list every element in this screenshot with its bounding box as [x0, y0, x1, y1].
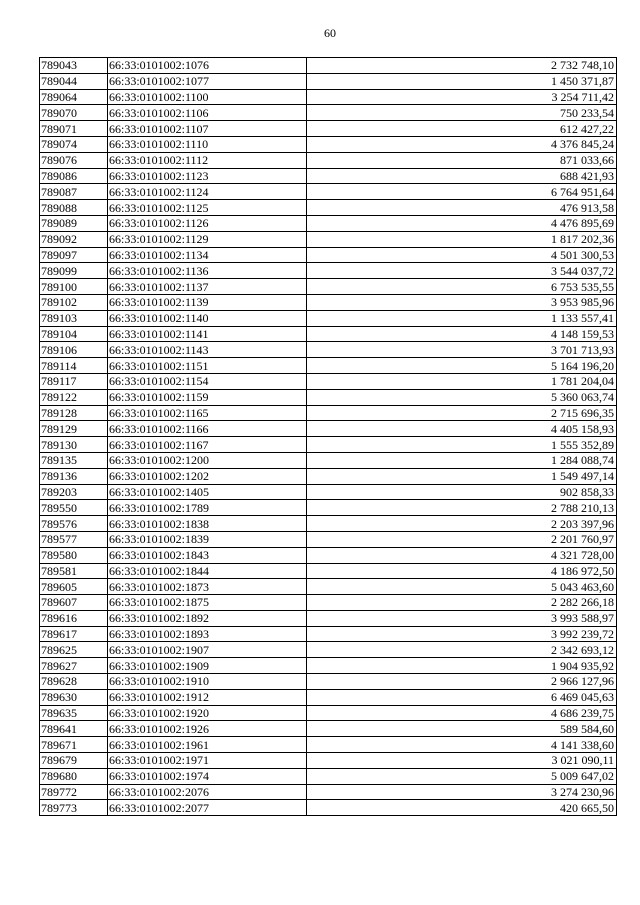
table-body	[40, 58, 617, 816]
table-row	[40, 215, 617, 231]
table-row	[40, 452, 617, 468]
cadastral-number-cell: 66:33:0101002:1873	[108, 579, 307, 595]
cadastral-value-cell: 612 427,22	[307, 121, 617, 137]
cadastral-number-cell: 66:33:0101002:1139	[108, 294, 307, 310]
table-row	[40, 326, 617, 342]
object-id-cell: 789074	[40, 136, 108, 152]
cadastral-value-cell: 871 033,66	[307, 152, 617, 168]
cadastral-value-cell: 3 992 239,72	[307, 626, 617, 642]
cadastral-value-cell: 1 817 202,36	[307, 231, 617, 247]
table-row	[40, 689, 617, 705]
object-id-cell: 789128	[40, 405, 108, 421]
cadastral-number-cell: 66:33:0101002:1875	[108, 595, 307, 611]
cadastral-number-cell: 66:33:0101002:1106	[108, 105, 307, 121]
cadastral-value-cell: 5 009 647,02	[307, 768, 617, 784]
table-row	[40, 73, 617, 89]
cadastral-value-cell: 4 686 239,75	[307, 705, 617, 721]
cadastral-value-cell: 1 450 371,87	[307, 73, 617, 89]
table-row	[40, 674, 617, 690]
object-id-cell: 789097	[40, 247, 108, 263]
cadastral-value-cell: 4 321 728,00	[307, 547, 617, 563]
cadastral-number-cell: 66:33:0101002:1961	[108, 737, 307, 753]
cadastral-value-cell: 5 360 063,74	[307, 389, 617, 405]
object-id-cell: 789086	[40, 168, 108, 184]
object-id-cell: 789607	[40, 595, 108, 611]
object-id-cell: 789092	[40, 231, 108, 247]
cadastral-number-cell: 66:33:0101002:1154	[108, 373, 307, 389]
cadastral-number-cell: 66:33:0101002:1910	[108, 674, 307, 690]
table-row	[40, 768, 617, 784]
cadastral-value-cell: 5 043 463,60	[307, 579, 617, 595]
cadastral-value-cell: 3 021 090,11	[307, 753, 617, 769]
cadastral-value-cell: 5 164 196,20	[307, 358, 617, 374]
cadastral-value-cell: 1 284 088,74	[307, 452, 617, 468]
table-row	[40, 263, 617, 279]
cadastral-number-cell: 66:33:0101002:2076	[108, 784, 307, 800]
table-row	[40, 642, 617, 658]
table-row	[40, 184, 617, 200]
cadastral-value-cell: 6 469 045,63	[307, 689, 617, 705]
cadastral-value-cell: 4 501 300,53	[307, 247, 617, 263]
cadastral-value-cell: 1 555 352,89	[307, 437, 617, 453]
table-row	[40, 389, 617, 405]
table-row	[40, 231, 617, 247]
cadastral-value-cell: 2 282 266,18	[307, 595, 617, 611]
table-row	[40, 279, 617, 295]
cadastral-number-cell: 66:33:0101002:1838	[108, 516, 307, 532]
cadastral-value-cell: 3 254 711,42	[307, 89, 617, 105]
object-id-cell: 789122	[40, 389, 108, 405]
object-id-cell: 789099	[40, 263, 108, 279]
object-id-cell: 789130	[40, 437, 108, 453]
object-id-cell: 789089	[40, 215, 108, 231]
table-row	[40, 136, 617, 152]
cadastral-number-cell: 66:33:0101002:1909	[108, 658, 307, 674]
cadastral-number-cell: 66:33:0101002:1134	[108, 247, 307, 263]
cadastral-value-cell: 1 781 204,04	[307, 373, 617, 389]
cadastral-value-table	[39, 57, 617, 816]
cadastral-number-cell: 66:33:0101002:1167	[108, 437, 307, 453]
cadastral-number-cell: 66:33:0101002:1844	[108, 563, 307, 579]
table-row	[40, 468, 617, 484]
cadastral-value-cell: 902 858,33	[307, 484, 617, 500]
cadastral-value-cell: 476 913,58	[307, 200, 617, 216]
cadastral-value-cell: 2 203 397,96	[307, 516, 617, 532]
object-id-cell: 789625	[40, 642, 108, 658]
object-id-cell: 789641	[40, 721, 108, 737]
cadastral-number-cell: 66:33:0101002:1892	[108, 610, 307, 626]
object-id-cell: 789577	[40, 531, 108, 547]
object-id-cell: 789117	[40, 373, 108, 389]
table-row	[40, 800, 617, 816]
cadastral-number-cell: 66:33:0101002:1843	[108, 547, 307, 563]
cadastral-number-cell: 66:33:0101002:1143	[108, 342, 307, 358]
object-id-cell: 789617	[40, 626, 108, 642]
object-id-cell: 789103	[40, 310, 108, 326]
cadastral-number-cell: 66:33:0101002:1125	[108, 200, 307, 216]
object-id-cell: 789630	[40, 689, 108, 705]
table-row	[40, 247, 617, 263]
cadastral-number-cell: 66:33:0101002:2077	[108, 800, 307, 816]
object-id-cell: 789773	[40, 800, 108, 816]
table-row	[40, 105, 617, 121]
object-id-cell: 789627	[40, 658, 108, 674]
table-row	[40, 484, 617, 500]
table-row	[40, 658, 617, 674]
cadastral-value-cell: 2 342 693,12	[307, 642, 617, 658]
table-row	[40, 358, 617, 374]
cadastral-number-cell: 66:33:0101002:1124	[108, 184, 307, 200]
object-id-cell: 789129	[40, 421, 108, 437]
object-id-cell: 789772	[40, 784, 108, 800]
table-row	[40, 342, 617, 358]
table-row	[40, 595, 617, 611]
object-id-cell: 789043	[40, 58, 108, 74]
cadastral-number-cell: 66:33:0101002:1107	[108, 121, 307, 137]
table-row	[40, 737, 617, 753]
cadastral-value-cell: 1 133 557,41	[307, 310, 617, 326]
cadastral-number-cell: 66:33:0101002:1839	[108, 531, 307, 547]
object-id-cell: 789580	[40, 547, 108, 563]
object-id-cell: 789671	[40, 737, 108, 753]
cadastral-value-cell: 3 993 588,97	[307, 610, 617, 626]
cadastral-number-cell: 66:33:0101002:1789	[108, 500, 307, 516]
cadastral-number-cell: 66:33:0101002:1405	[108, 484, 307, 500]
table-row	[40, 500, 617, 516]
cadastral-number-cell: 66:33:0101002:1137	[108, 279, 307, 295]
object-id-cell: 789104	[40, 326, 108, 342]
table-row	[40, 705, 617, 721]
cadastral-number-cell: 66:33:0101002:1907	[108, 642, 307, 658]
object-id-cell: 789087	[40, 184, 108, 200]
object-id-cell: 789679	[40, 753, 108, 769]
cadastral-number-cell: 66:33:0101002:1129	[108, 231, 307, 247]
object-id-cell: 789136	[40, 468, 108, 484]
table-row	[40, 610, 617, 626]
object-id-cell: 789064	[40, 89, 108, 105]
object-id-cell: 789581	[40, 563, 108, 579]
cadastral-number-cell: 66:33:0101002:1200	[108, 452, 307, 468]
cadastral-value-cell: 420 665,50	[307, 800, 617, 816]
table-row	[40, 310, 617, 326]
page-number: 60	[324, 26, 336, 40]
cadastral-number-cell: 66:33:0101002:1974	[108, 768, 307, 784]
cadastral-value-cell: 6 753 535,55	[307, 279, 617, 295]
object-id-cell: 789088	[40, 200, 108, 216]
cadastral-number-cell: 66:33:0101002:1141	[108, 326, 307, 342]
cadastral-value-cell: 2 788 210,13	[307, 500, 617, 516]
object-id-cell: 789605	[40, 579, 108, 595]
object-id-cell: 789070	[40, 105, 108, 121]
cadastral-value-cell: 2 201 760,97	[307, 531, 617, 547]
object-id-cell: 789628	[40, 674, 108, 690]
table-row	[40, 516, 617, 532]
cadastral-number-cell: 66:33:0101002:1926	[108, 721, 307, 737]
table-row	[40, 373, 617, 389]
object-id-cell: 789114	[40, 358, 108, 374]
table-row	[40, 421, 617, 437]
cadastral-value-cell: 3 274 230,96	[307, 784, 617, 800]
table-row	[40, 294, 617, 310]
cadastral-number-cell: 66:33:0101002:1165	[108, 405, 307, 421]
table-row	[40, 563, 617, 579]
cadastral-number-cell: 66:33:0101002:1112	[108, 152, 307, 168]
cadastral-number-cell: 66:33:0101002:1166	[108, 421, 307, 437]
cadastral-number-cell: 66:33:0101002:1077	[108, 73, 307, 89]
cadastral-number-cell: 66:33:0101002:1912	[108, 689, 307, 705]
cadastral-value-cell: 3 701 713,93	[307, 342, 617, 358]
cadastral-value-cell: 4 141 338,60	[307, 737, 617, 753]
cadastral-value-cell: 6 764 951,64	[307, 184, 617, 200]
object-id-cell: 789616	[40, 610, 108, 626]
cadastral-value-cell: 4 148 159,53	[307, 326, 617, 342]
cadastral-value-cell: 4 186 972,50	[307, 563, 617, 579]
cadastral-number-cell: 66:33:0101002:1136	[108, 263, 307, 279]
object-id-cell: 789076	[40, 152, 108, 168]
cadastral-value-cell: 3 953 985,96	[307, 294, 617, 310]
table-row	[40, 579, 617, 595]
table-row	[40, 753, 617, 769]
cadastral-number-cell: 66:33:0101002:1971	[108, 753, 307, 769]
table-row	[40, 784, 617, 800]
cadastral-number-cell: 66:33:0101002:1140	[108, 310, 307, 326]
table-row	[40, 121, 617, 137]
cadastral-value-cell: 1 904 935,92	[307, 658, 617, 674]
object-id-cell: 789100	[40, 279, 108, 295]
object-id-cell: 789576	[40, 516, 108, 532]
cadastral-number-cell: 66:33:0101002:1159	[108, 389, 307, 405]
cadastral-number-cell: 66:33:0101002:1920	[108, 705, 307, 721]
cadastral-value-cell: 2 732 748,10	[307, 58, 617, 74]
table-row	[40, 200, 617, 216]
object-id-cell: 789102	[40, 294, 108, 310]
cadastral-value-cell: 589 584,60	[307, 721, 617, 737]
cadastral-number-cell: 66:33:0101002:1151	[108, 358, 307, 374]
table-row	[40, 168, 617, 184]
cadastral-number-cell: 66:33:0101002:1100	[108, 89, 307, 105]
table-row	[40, 721, 617, 737]
table-row	[40, 547, 617, 563]
cadastral-value-cell: 4 376 845,24	[307, 136, 617, 152]
object-id-cell: 789203	[40, 484, 108, 500]
table-row	[40, 405, 617, 421]
table-row	[40, 626, 617, 642]
object-id-cell: 789135	[40, 452, 108, 468]
cadastral-value-cell: 2 715 696,35	[307, 405, 617, 421]
object-id-cell: 789635	[40, 705, 108, 721]
cadastral-value-cell: 1 549 497,14	[307, 468, 617, 484]
cadastral-value-cell: 688 421,93	[307, 168, 617, 184]
table-row	[40, 531, 617, 547]
table-row	[40, 58, 617, 74]
cadastral-number-cell: 66:33:0101002:1123	[108, 168, 307, 184]
cadastral-number-cell: 66:33:0101002:1110	[108, 136, 307, 152]
cadastral-number-cell: 66:33:0101002:1202	[108, 468, 307, 484]
object-id-cell: 789044	[40, 73, 108, 89]
object-id-cell: 789550	[40, 500, 108, 516]
table-row	[40, 152, 617, 168]
object-id-cell: 789071	[40, 121, 108, 137]
cadastral-number-cell: 66:33:0101002:1076	[108, 58, 307, 74]
table-row	[40, 437, 617, 453]
cadastral-number-cell: 66:33:0101002:1126	[108, 215, 307, 231]
object-id-cell: 789680	[40, 768, 108, 784]
cadastral-value-cell: 2 966 127,96	[307, 674, 617, 690]
cadastral-value-cell: 4 405 158,93	[307, 421, 617, 437]
cadastral-value-cell: 4 476 895,69	[307, 215, 617, 231]
object-id-cell: 789106	[40, 342, 108, 358]
cadastral-number-cell: 66:33:0101002:1893	[108, 626, 307, 642]
table-row	[40, 89, 617, 105]
cadastral-value-cell: 3 544 037,72	[307, 263, 617, 279]
cadastral-value-cell: 750 233,54	[307, 105, 617, 121]
